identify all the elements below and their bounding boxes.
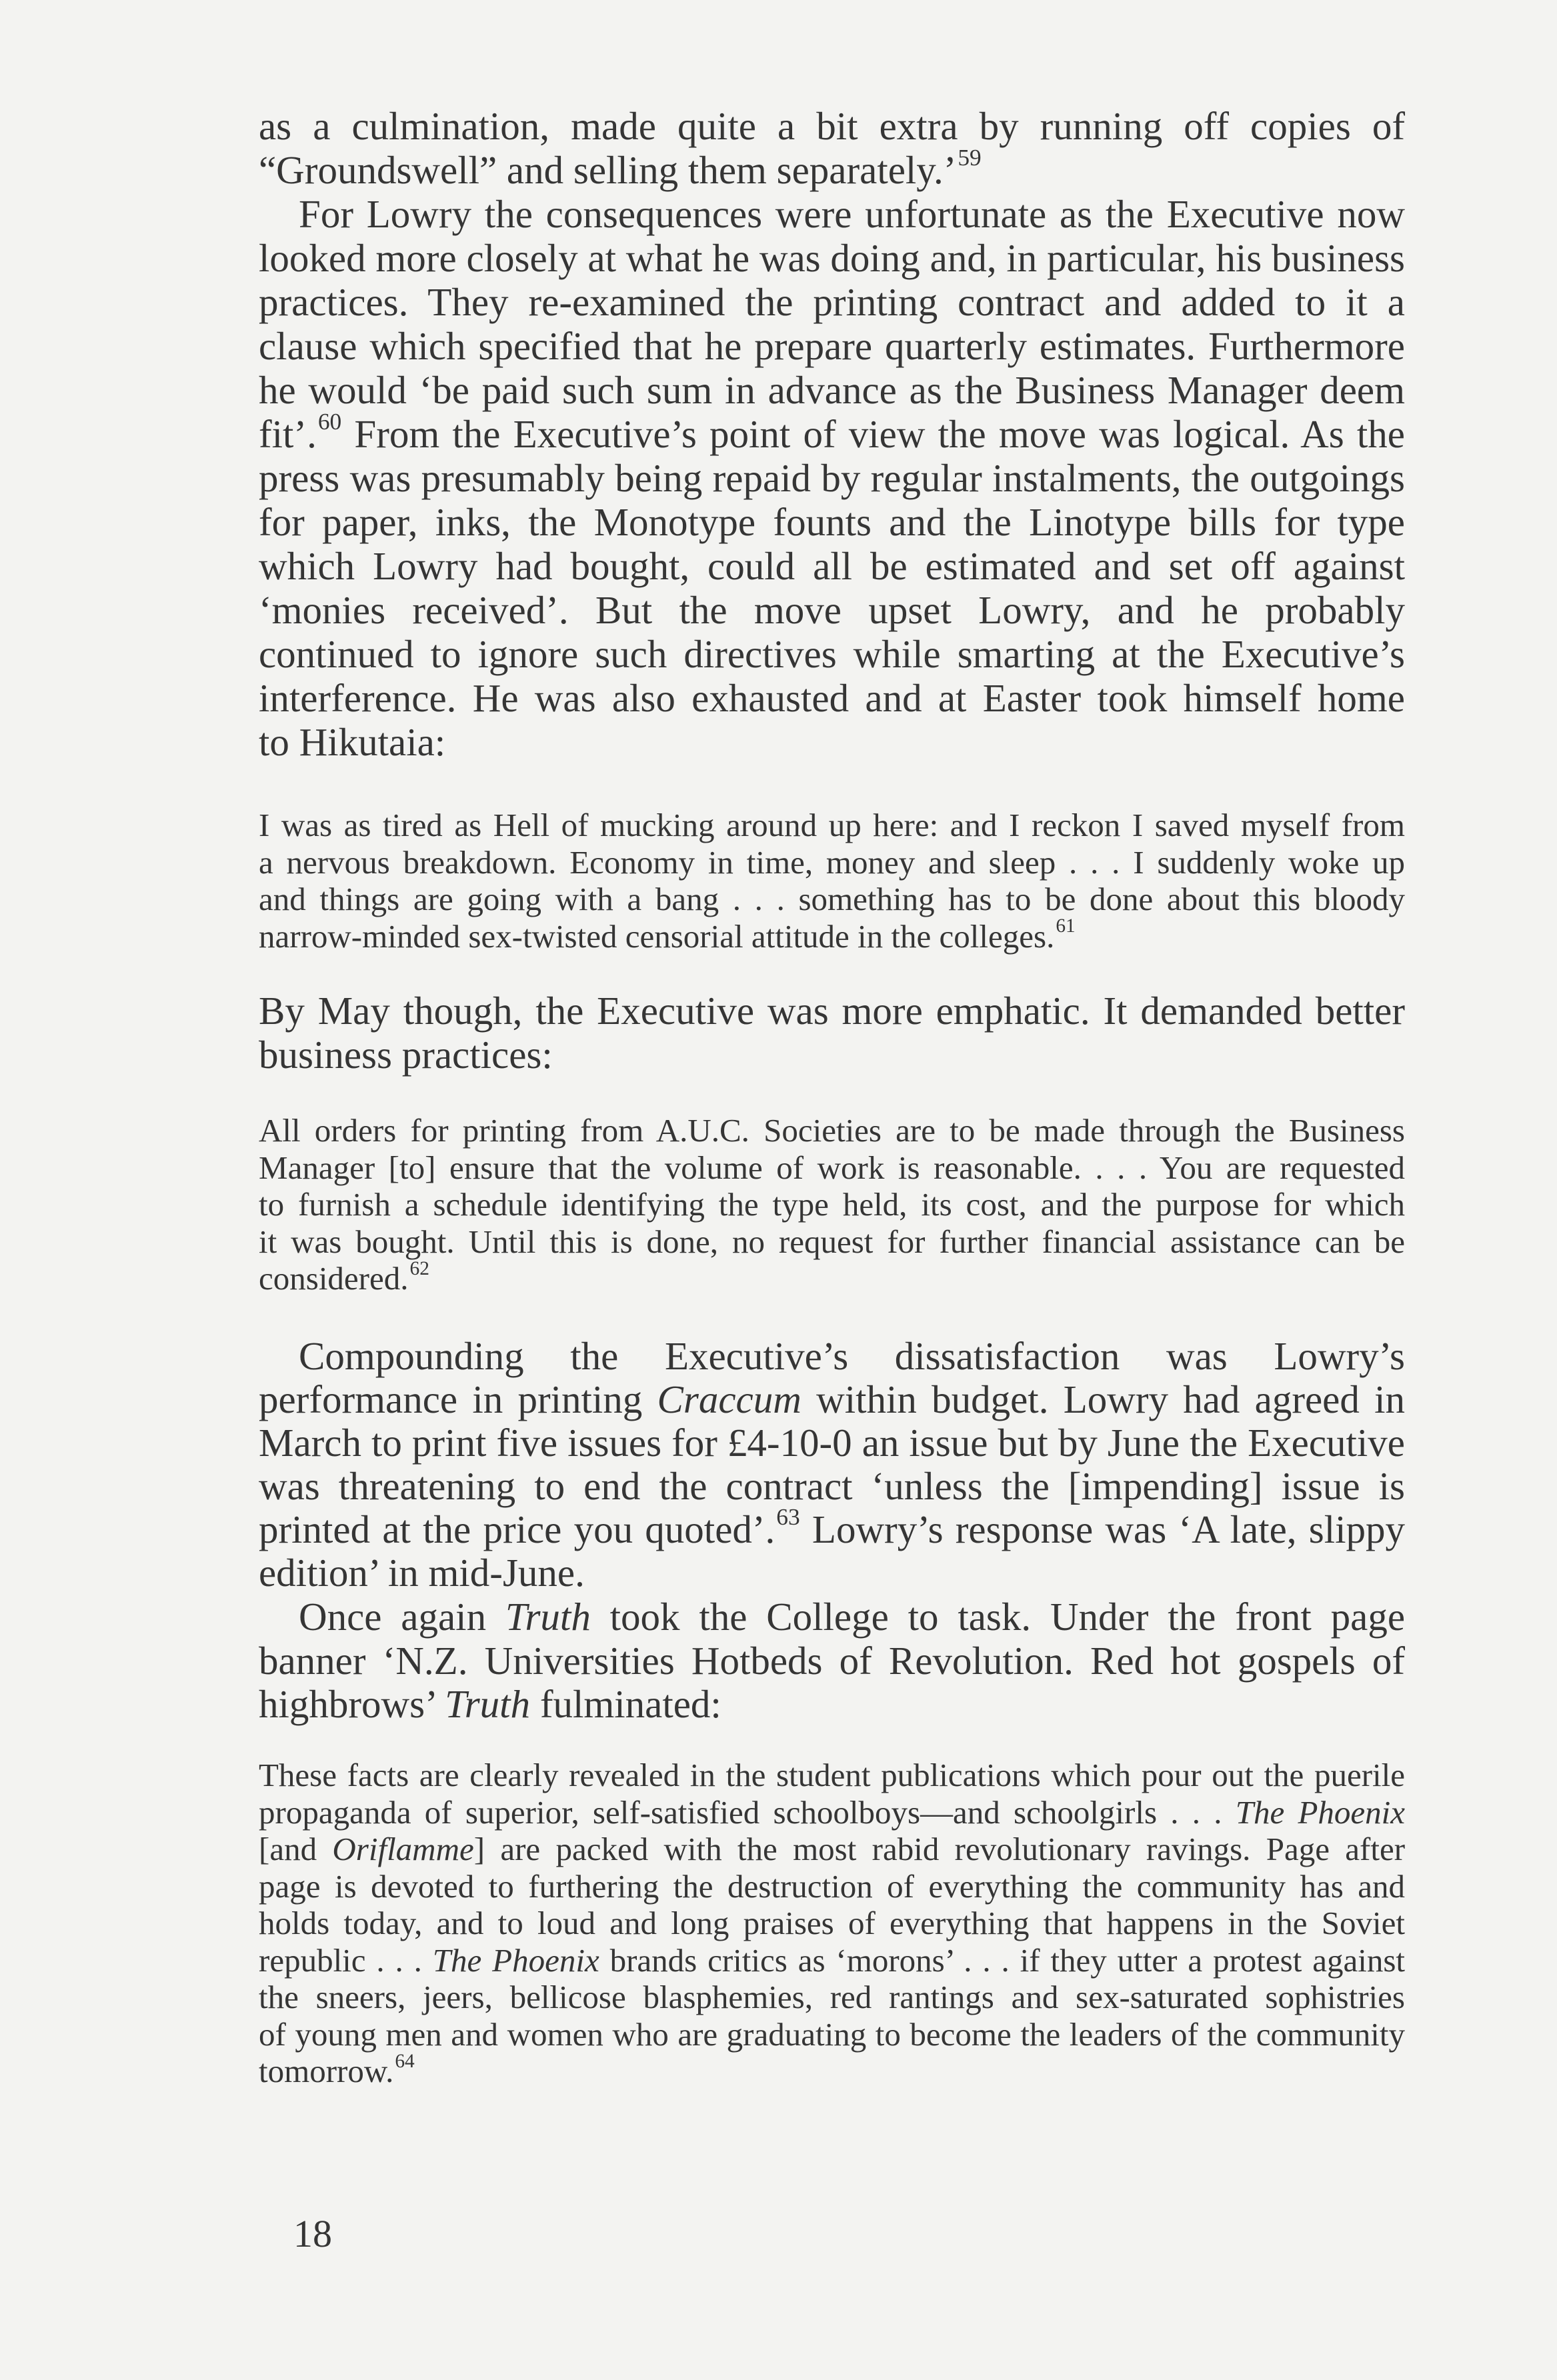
text-line: printed at the price you quoted’.$^{63}$ Lowry’s response was ‘A late, slippy (259, 1503, 1406, 1551)
quote-line: considered.$^{62}$ (259, 1257, 429, 1297)
text-line: performance in printing Craccum within budget. Lowry had agreed in (259, 1377, 1406, 1421)
quote-line: These facts are clearly revealed in the student publications which pour out the puerile (259, 1757, 1405, 1793)
paragraph-compounding (259, 1335, 1405, 1595)
text-line: “Groundswell” and selling them separately.’$^{59}$ (259, 144, 982, 192)
text-line: practices. They re-examined the printing contract and added to it a (259, 280, 1405, 324)
text-line: press was presumably being repaid by regular instalments, the outgoings (259, 456, 1405, 500)
text-line: continued to ignore such directives while smarting at the Executive’s (259, 632, 1405, 676)
footnote-ref-59: 59 (958, 144, 982, 171)
text-line: he would ‘be paid such sum in advance as the Business Manager deem (259, 368, 1405, 412)
paragraph-continuation (259, 104, 1405, 192)
footnote-ref-61: 61 (1056, 915, 1076, 937)
quote-line: and things are going with a bang . . . something has to be done about this bloody (259, 881, 1405, 917)
quote-line: propaganda of superior, self-satisfied schoolboys—and schoolgirls . . . The Phoenix (259, 1793, 1406, 1831)
publication-title: Oriflamme (332, 1831, 474, 1867)
quote-line: [and Oriflamme] are packed with the most rabid revolutionary ravings. Page after (259, 1831, 1406, 1867)
quote-line: tomorrow.$^{64}$ (259, 2050, 415, 2089)
text-line: For Lowry the consequences were unfortunate as the Executive now (299, 192, 1405, 236)
publication-title: Craccum (657, 1377, 802, 1421)
quote-line: republic . . . The Phoenix brands critics as ‘morons’ . . . if they utter a protest against (259, 1941, 1405, 1979)
publication-title: Truth (445, 1682, 531, 1726)
block-quote-truth (259, 1757, 1405, 2090)
quote-line: of young men and women who are graduating to become the leaders of the community (259, 2015, 1405, 2053)
text-line: ‘monies received’. But the move upset Lowry, and he probably (259, 588, 1405, 632)
footnote-ref-60: 60 (317, 408, 342, 435)
text-line: was threatening to end the contract ‘unless the [impending] issue is (259, 1464, 1405, 1508)
quote-line: narrow-minded sex-twisted censorial attitude in the colleges.$^{61}$ (259, 915, 1076, 955)
text-line: By May though, the Executive was more emphatic. It demanded better (259, 989, 1405, 1033)
paragraph-truth (259, 1595, 1405, 1727)
quote-line: holds today, and to loud and long praises of everything that happens in the Soviet (259, 1905, 1405, 1941)
paragraph-lowry-consequences (259, 192, 1405, 764)
publication-title: The Phoenix (432, 1941, 599, 1979)
text-line: as a culmination, made quite a bit extra by running off copies of (259, 104, 1405, 148)
quote-line: page is devoted to furthering the destruction of everything the community has and (259, 1867, 1405, 1905)
page-number: 18 (293, 2212, 332, 2255)
footnote-ref-64: 64 (395, 2050, 415, 2072)
block-quote-executive (259, 1112, 1405, 1297)
text-line: looked more closely at what he was doing and, in particular, his business (259, 236, 1405, 280)
footnote-ref-62: 62 (409, 1257, 429, 1279)
footnote-ref-63: 63 (776, 1503, 800, 1531)
text-line: highbrows’ Truth fulminated: (259, 1682, 721, 1726)
text-line: to Hikutaia: (259, 720, 446, 764)
text-line: banner ‘N.Z. Universities Hotbeds of Revolution. Red hot gospels of (259, 1638, 1405, 1683)
text-line: Once again Truth took the College to task. Under the front page (299, 1595, 1406, 1639)
publication-title: Truth (505, 1595, 591, 1639)
quote-line: it was bought. Until this is done, no request for further financial assistance can be (259, 1223, 1405, 1260)
publication-title: The Phoenix (1235, 1793, 1406, 1831)
paragraph-by-may (259, 989, 1405, 1077)
text-line: Compounding the Executive’s dissatisfaction was Lowry’s (299, 1334, 1405, 1378)
quote-line: Manager [to] ensure that the volume of work is reasonable. . . . You are requested (259, 1149, 1405, 1186)
block-quote-lowry (259, 807, 1405, 955)
text-line: fit’.$^{60}$ From the Executive’s point of view the move was logical. As the (259, 408, 1405, 456)
text-line: which Lowry had bought, could all be estimated and set off against (259, 544, 1405, 588)
quote-line: to furnish a schedule identifying the type held, its cost, and the purpose for which (259, 1186, 1405, 1223)
text-line: business practices: (259, 1033, 553, 1077)
quote-line: the sneers, jeers, bellicose blasphemies, red rantings and sex-saturated sophistries (259, 1979, 1405, 2015)
text-line: interference. He was also exhausted and at Easter took himself home (259, 676, 1405, 720)
quote-line: All orders for printing from A.U.C. Societies are to be made through the Business (259, 1112, 1405, 1149)
text-line: for paper, inks, the Monotype founts and the Linotype bills for type (259, 500, 1405, 544)
text-line: edition’ in mid-June. (259, 1551, 585, 1595)
quote-line: I was as tired as Hell of mucking around up here: and I reckon I saved myself from (259, 807, 1405, 843)
quote-line: a nervous breakdown. Economy in time, money and sleep . . . I suddenly woke up (259, 843, 1405, 881)
text-line: March to print five issues for £4-10-0 an issue but by June the Executive (259, 1421, 1405, 1465)
text-line: clause which specified that he prepare quarterly estimates. Furthermore (259, 324, 1405, 368)
